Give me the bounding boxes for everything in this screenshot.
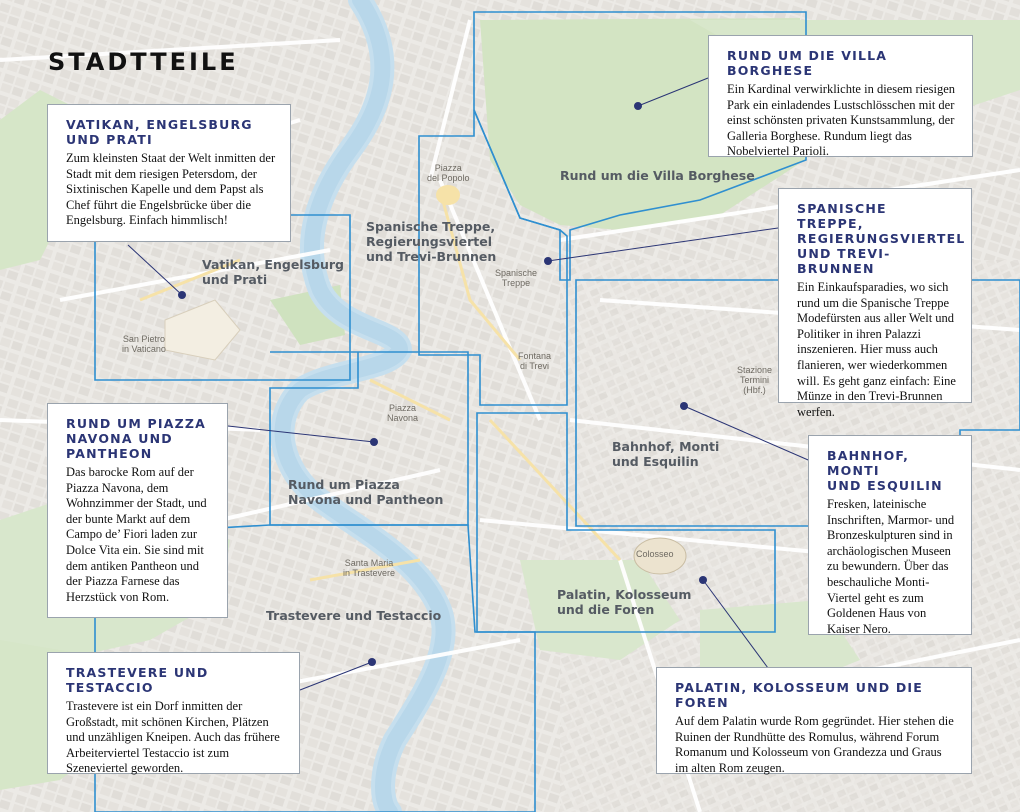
landmark-san-pietro: San Pietro in Vaticano — [122, 334, 166, 354]
card-text: Trastevere ist ein Dorf inmitten der Großstadt, mit schönen Kirchen, Plätzen und unzähligen Kneipen. Auch das frühere Arbeiterviertel Testaccio ist zum Szeneviertel geworden. — [66, 699, 280, 776]
dot-borghese — [634, 102, 642, 110]
card-text: Das barocke Rom auf der Piazza Navona, dem Wohnzimmer der Stadt, und der bunte Markt auf dem Campo de’ Fiori laden zur Dolce Vita ein. Sie sind mit dem antiken Pantheon und der Piazza Farnese das Herzstück von Rom. — [66, 465, 207, 604]
map-label-palatin: Palatin, Kolosseum und die Foren — [557, 587, 692, 617]
landmark-colosseo: Colosseo — [636, 549, 674, 559]
map-label-trastevere: Trastevere und Testaccio — [266, 608, 442, 623]
card-text: Zum kleinsten Staat der Welt inmitten der Stadt mit dem riesigen Petersdom, der Sixtinischen Kapelle und dem Papst als Chef führt die Engelsbrücke über die Engelsburg. Einfach himmlisch! — [66, 151, 276, 228]
map-label-bahnhof: Bahnhof, Monti und Esquilin — [612, 439, 720, 469]
dot-palatin — [699, 576, 707, 584]
card-heading: TRASTEVERE UND TESTACCIO — [66, 665, 209, 695]
card-borghese — [708, 35, 973, 157]
card-heading: PALATIN, KOLOSSEUM UND DIE FOREN — [675, 680, 924, 710]
map-label-vatikan: Vatikan, Engelsburg und Prati — [202, 257, 344, 287]
dot-vatikan — [178, 291, 186, 299]
card-heading: SPANISCHE TREPPE, REGIERUNGSVIERTEL UND TREVI-BRUNNEN — [797, 201, 966, 276]
landmark-spanische-treppe: Spanische Treppe — [495, 268, 538, 288]
card-trastevere — [47, 652, 300, 774]
landmark-stazione-termini: Stazione Termini (Hbf.) — [737, 365, 773, 395]
map-label-spanische: Spanische Treppe, Regierungsviertel und Trevi-Brunnen — [366, 219, 497, 264]
card-spanische — [778, 188, 972, 419]
landmark-piazza-del-popolo: Piazza del Popolo — [427, 163, 470, 183]
card-text: Ein Einkaufsparadies, wo sich rund um die Spanische Treppe Modefürsten aus aller Welt und Politiker in ihren Palazzi inszenieren. Hier muss auch flanieren, wer wiederkommen will. Es geht ganz einfach: Eine Münze in den Trevi-Brunnen werfen. — [797, 280, 956, 419]
card-text: Auf dem Palatin wurde Rom gegründet. Hier stehen die Ruinen der Rundhütte des Romulus, während Forum Romanum und Kolosseum von Grandezza und Graus im alten Rom zeugen. — [675, 714, 954, 775]
card-heading: BAHNHOF, MONTI UND ESQUILIN — [827, 448, 943, 493]
card-heading: RUND UM PIAZZA NAVONA UND PANTHEON — [66, 416, 206, 461]
card-heading: RUND UM DIE VILLA BORGHESE — [727, 48, 888, 78]
dot-navona — [370, 438, 378, 446]
landmark-santa-maria: Santa Maria in Trastevere — [343, 558, 396, 578]
card-vatikan — [47, 104, 291, 242]
card-text: Fresken, lateinische Inschriften, Marmor- und Bronzeskulpturen sind in archäologischen Museen zu bewundern. Über das beschauliche Monti-Viertel geht es zum Goldenen Haus von Kaiser Nero. — [827, 497, 955, 636]
card-palatin — [656, 667, 972, 774]
map-label-navona: Rund um Piazza Navona und Pantheon — [288, 477, 444, 507]
dot-spanische — [544, 257, 552, 265]
card-heading: VATIKAN, ENGELSBURG UND PRATI — [66, 117, 253, 147]
dot-trastevere — [368, 658, 376, 666]
landmark-fontana-di-trevi: Fontana di Trevi — [518, 351, 552, 371]
card-text: Ein Kardinal verwirklichte in diesem riesigen Park ein einladendes Lustschlösschen mit der einst schönsten privaten Kunstsammlung, der Galleria Borghese. Rundum liegt das Nobelviertel Parioli. — [727, 82, 956, 159]
piazza-del-popolo-shape — [436, 185, 460, 205]
page-title: STADTTEILE — [48, 48, 239, 76]
card-navona — [47, 403, 228, 618]
landmark-piazza-navona: Piazza Navona — [387, 403, 419, 423]
map-label-borghese: Rund um die Villa Borghese — [560, 168, 755, 183]
dot-bahnhof — [680, 402, 688, 410]
card-bahnhof — [808, 435, 972, 635]
